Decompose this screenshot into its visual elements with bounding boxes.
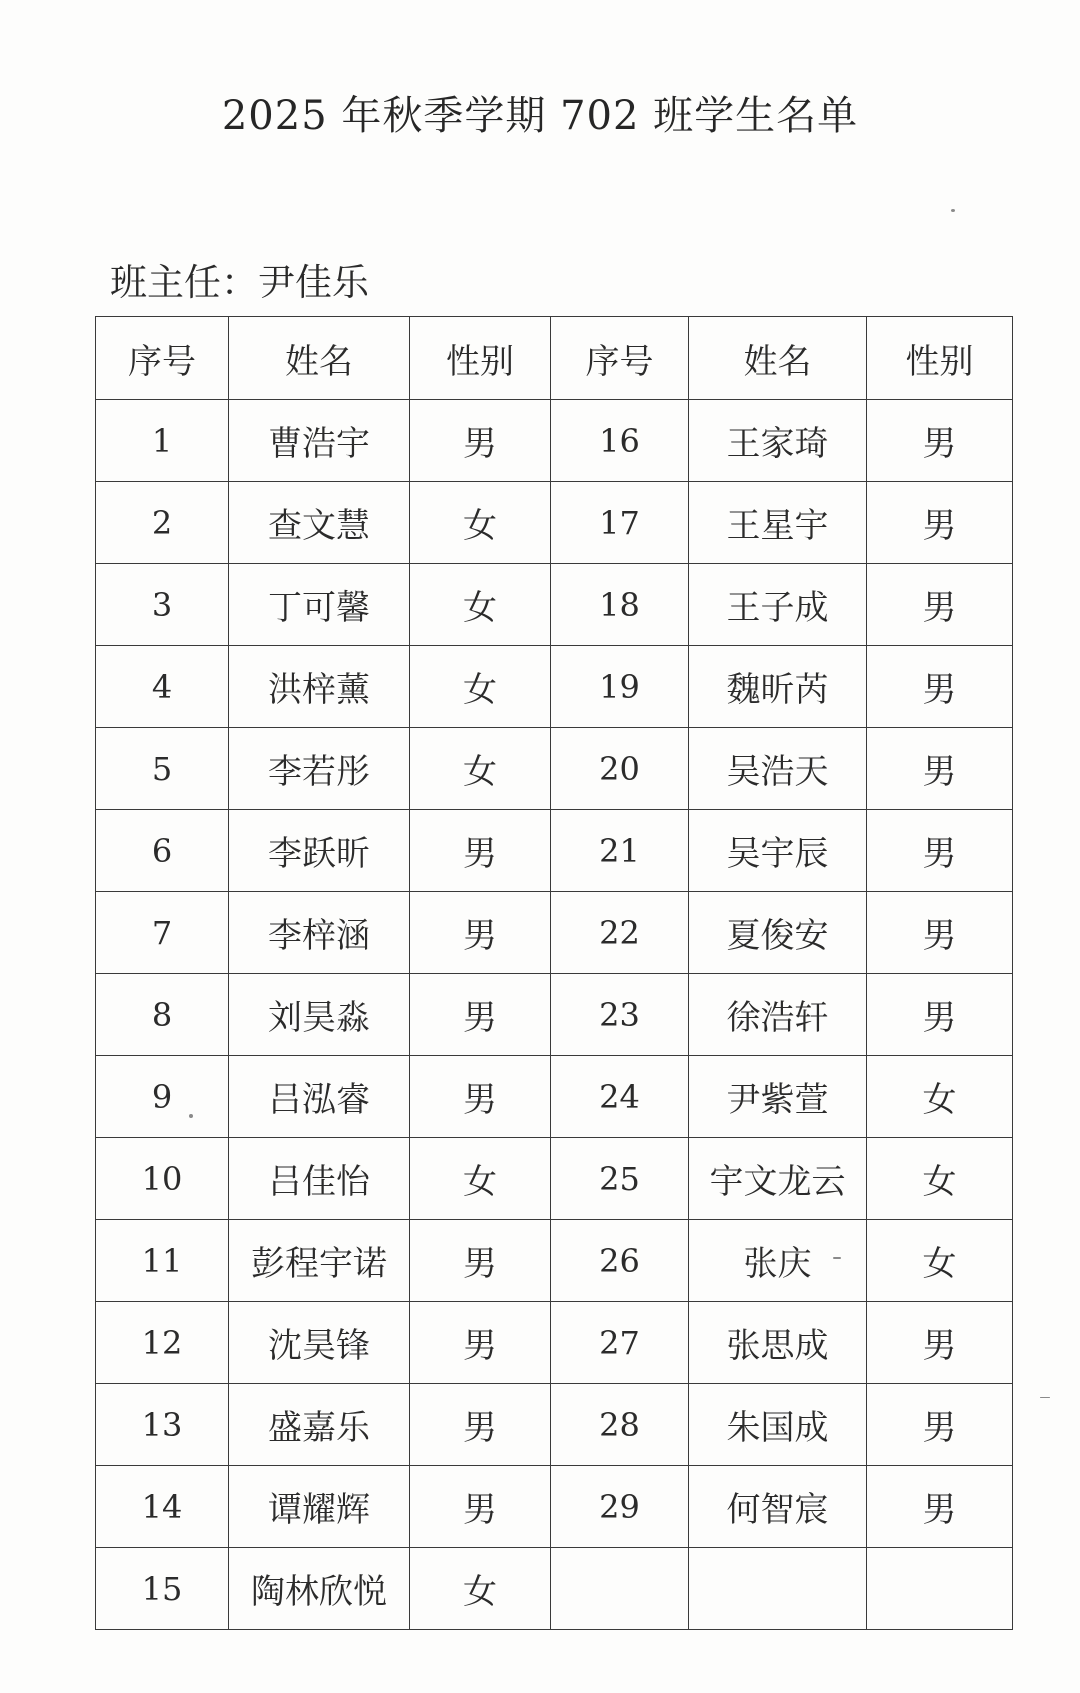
gender-cell-right: 男: [867, 892, 1013, 974]
number-cell-right: 22: [551, 892, 689, 974]
head-teacher-line: [110, 252, 369, 306]
number-cell-right: 29: [551, 1466, 689, 1548]
number-cell-left: 6: [96, 810, 229, 892]
table-row: [96, 400, 1013, 482]
table-row: [96, 482, 1013, 564]
number-cell-left: 10: [96, 1138, 229, 1220]
gender-cell-right: 男: [867, 564, 1013, 646]
document-title: 2025 年秋季学期 702 班学生名单: [221, 93, 859, 139]
number-cell-left: 7: [96, 892, 229, 974]
header-cell-gender-left: 性别: [410, 317, 551, 400]
name-cell-left: 曹浩宇: [229, 400, 410, 482]
number-cell-left: 8: [96, 974, 229, 1056]
head-teacher-label: 班主任：: [110, 261, 258, 304]
name-cell-right: [689, 1548, 867, 1630]
name-cell-left: 李梓涵: [229, 892, 410, 974]
number-cell-right: 23: [551, 974, 689, 1056]
gender-cell-left: 男: [410, 810, 551, 892]
number-cell-right: 25: [551, 1138, 689, 1220]
name-cell-left: 李若彤: [229, 728, 410, 810]
header-cell-number-right: 序号: [551, 317, 689, 400]
scan-speck: [1040, 1397, 1050, 1398]
number-cell-left: 15: [96, 1548, 229, 1630]
number-cell-right: 19: [551, 646, 689, 728]
name-cell-left: 刘昊淼: [229, 974, 410, 1056]
name-cell-left: 吕泓睿: [229, 1056, 410, 1138]
table-row: [96, 646, 1013, 728]
number-cell-left: 9: [96, 1056, 229, 1138]
gender-cell-right: 男: [867, 482, 1013, 564]
gender-cell-right: 女: [867, 1220, 1013, 1302]
name-cell-right: 吴宇辰: [689, 810, 867, 892]
scan-speck: [833, 1257, 841, 1259]
table-row: [96, 728, 1013, 810]
gender-cell-right: 男: [867, 810, 1013, 892]
name-cell-right: 何智宸: [689, 1466, 867, 1548]
name-cell-right: 王子成: [689, 564, 867, 646]
gender-cell-left: 女: [410, 1548, 551, 1630]
number-cell-left: 11: [96, 1220, 229, 1302]
gender-cell-right: 男: [867, 1466, 1013, 1548]
table-row: [96, 1302, 1013, 1384]
number-cell-right: 27: [551, 1302, 689, 1384]
table-row: [96, 1220, 1013, 1302]
gender-cell-left: 女: [410, 1138, 551, 1220]
name-cell-right: 王家琦: [689, 400, 867, 482]
table-row: [96, 1138, 1013, 1220]
name-cell-right: 魏昕芮: [689, 646, 867, 728]
table-row: [96, 1548, 1013, 1630]
gender-cell-left: 女: [410, 728, 551, 810]
student-roster-table: [95, 316, 1013, 1630]
gender-cell-right: 男: [867, 1302, 1013, 1384]
head-teacher-name: 尹佳乐: [258, 261, 369, 304]
gender-cell-right: 女: [867, 1138, 1013, 1220]
table-row: [96, 1056, 1013, 1138]
number-cell-left: 13: [96, 1384, 229, 1466]
roster-body: [96, 400, 1013, 1630]
number-cell-right: 26: [551, 1220, 689, 1302]
gender-cell-left: 男: [410, 1056, 551, 1138]
gender-cell-left: 男: [410, 1384, 551, 1466]
table-row: [96, 1384, 1013, 1466]
name-cell-right: 宇文龙云: [689, 1138, 867, 1220]
gender-cell-left: 男: [410, 400, 551, 482]
table-header-row: [96, 317, 1013, 400]
gender-cell-left: 男: [410, 1302, 551, 1384]
header-cell-name-right: 姓名: [689, 317, 867, 400]
name-cell-left: 洪梓薰: [229, 646, 410, 728]
gender-cell-left: 女: [410, 482, 551, 564]
name-cell-right: 夏俊安: [689, 892, 867, 974]
gender-cell-right: 男: [867, 974, 1013, 1056]
name-cell-left: 吕佳怡: [229, 1138, 410, 1220]
name-cell-right: 尹紫萱: [689, 1056, 867, 1138]
table-row: [96, 892, 1013, 974]
name-cell-right: 张庆: [689, 1220, 867, 1302]
number-cell-right: 18: [551, 564, 689, 646]
number-cell-right: 28: [551, 1384, 689, 1466]
gender-cell-right: [867, 1548, 1013, 1630]
table-row: [96, 1466, 1013, 1548]
gender-cell-right: 女: [867, 1056, 1013, 1138]
gender-cell-right: 男: [867, 400, 1013, 482]
number-cell-left: 2: [96, 482, 229, 564]
number-cell-right: 20: [551, 728, 689, 810]
gender-cell-right: 男: [867, 728, 1013, 810]
number-cell-left: 12: [96, 1302, 229, 1384]
name-cell-left: 李跃昕: [229, 810, 410, 892]
gender-cell-left: 男: [410, 1466, 551, 1548]
table-row: [96, 974, 1013, 1056]
name-cell-left: 沈昊锋: [229, 1302, 410, 1384]
table-row: [96, 810, 1013, 892]
name-cell-right: 徐浩轩: [689, 974, 867, 1056]
gender-cell-left: 女: [410, 646, 551, 728]
header-cell-name-left: 姓名: [229, 317, 410, 400]
name-cell-right: 张思成: [689, 1302, 867, 1384]
gender-cell-right: 男: [867, 646, 1013, 728]
number-cell-left: 4: [96, 646, 229, 728]
name-cell-right: 吴浩天: [689, 728, 867, 810]
name-cell-right: 王星宇: [689, 482, 867, 564]
number-cell-right: 17: [551, 482, 689, 564]
header-cell-gender-right: 性别: [867, 317, 1013, 400]
table-row: [96, 564, 1013, 646]
number-cell-left: 3: [96, 564, 229, 646]
number-cell-right: [551, 1548, 689, 1630]
gender-cell-right: 男: [867, 1384, 1013, 1466]
name-cell-left: 谭耀辉: [229, 1466, 410, 1548]
scan-speck: [951, 209, 955, 212]
header-cell-number-left: 序号: [96, 317, 229, 400]
name-cell-left: 盛嘉乐: [229, 1384, 410, 1466]
name-cell-right: 朱国成: [689, 1384, 867, 1466]
name-cell-left: 陶林欣悦: [229, 1548, 410, 1630]
name-cell-left: 丁可馨: [229, 564, 410, 646]
gender-cell-left: 女: [410, 564, 551, 646]
name-cell-left: 查文慧: [229, 482, 410, 564]
name-cell-left: 彭程宇诺: [229, 1220, 410, 1302]
gender-cell-left: 男: [410, 1220, 551, 1302]
number-cell-right: 21: [551, 810, 689, 892]
number-cell-left: 14: [96, 1466, 229, 1548]
gender-cell-left: 男: [410, 892, 551, 974]
gender-cell-left: 男: [410, 974, 551, 1056]
number-cell-right: 16: [551, 400, 689, 482]
number-cell-left: 1: [96, 400, 229, 482]
number-cell-right: 24: [551, 1056, 689, 1138]
number-cell-left: 5: [96, 728, 229, 810]
scan-speck: [189, 1114, 193, 1118]
